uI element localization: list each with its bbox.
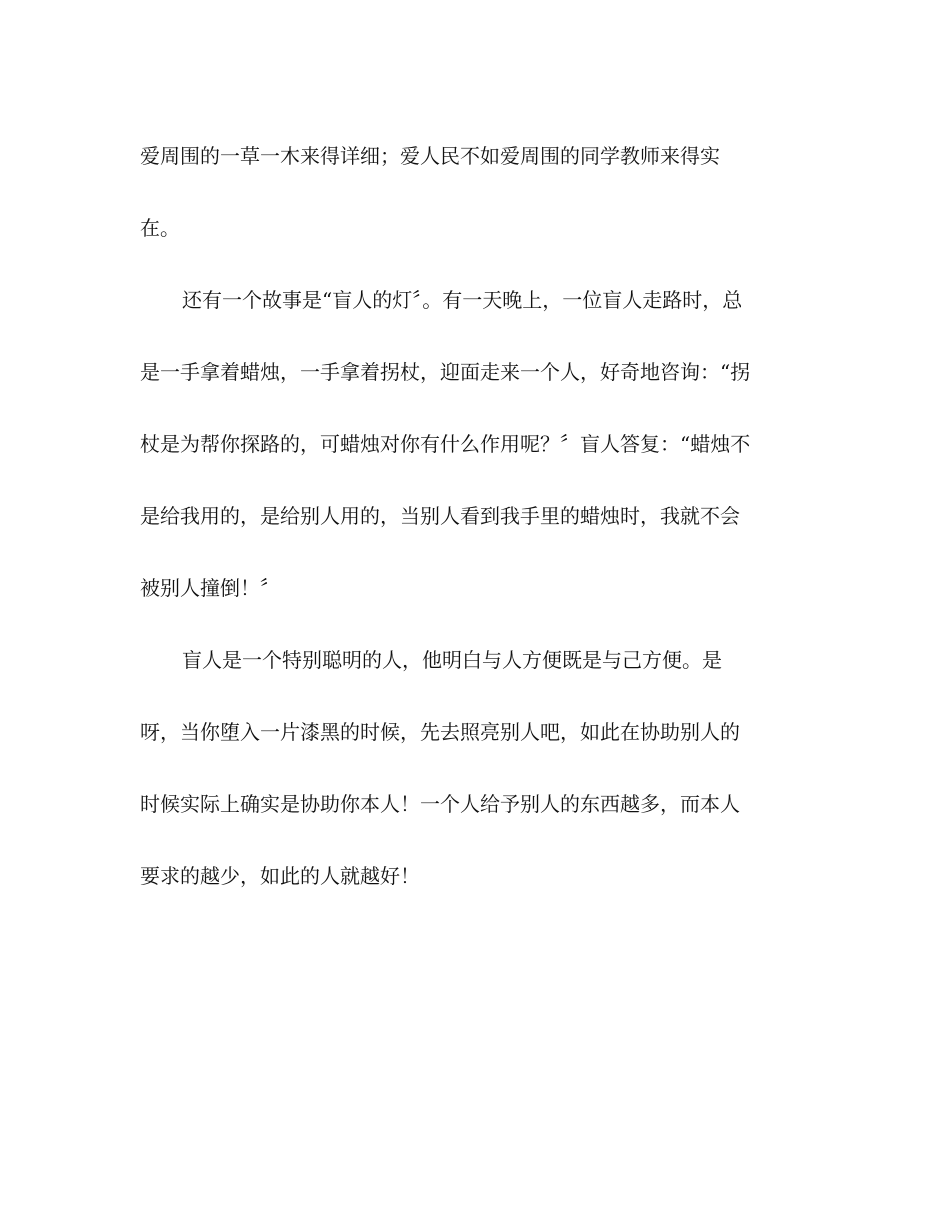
text-line: 盲人是一个特别聪明的人，他明白与人方便既是与己方便。是 <box>182 648 722 672</box>
text-line: 爱周围的一草一木来得详细；爱人民不如爱周围的同学教师来得实 <box>140 144 720 168</box>
text-line: 还有一个故事是“盲人的灯〞。有一天晚上，一位盲人走路时，总 <box>182 288 743 312</box>
paragraph-3 <box>140 624 810 912</box>
text-line: 是一手拿着蜡烛，一手拿着拐杖，迎面走来一个人，好奇地咨询：“拐 <box>140 360 751 384</box>
paragraph-1 <box>140 120 810 264</box>
text-line: 是给我用的，是给别人用的，当别人看到我手里的蜡烛时，我就不会 <box>140 504 740 528</box>
text-line: 呀，当你堕入一片漆黑的时候，先去照亮别人吧，如此在协助别人的 <box>140 720 740 744</box>
text-line: 要求的越少，如此的人就越好！ <box>140 864 420 888</box>
text-line: 被别人撞倒！〞 <box>140 576 280 600</box>
text-line: 在。 <box>140 216 180 240</box>
text-line: 杖是为帮你探路的，可蜡烛对你有什么作用呢？〞盲人答复：“蜡烛不 <box>140 432 751 456</box>
text-line: 时候实际上确实是协助你本人！一个人给予别人的东西越多，而本人 <box>140 792 740 816</box>
body-text <box>140 120 810 912</box>
paragraph-2 <box>140 264 810 624</box>
